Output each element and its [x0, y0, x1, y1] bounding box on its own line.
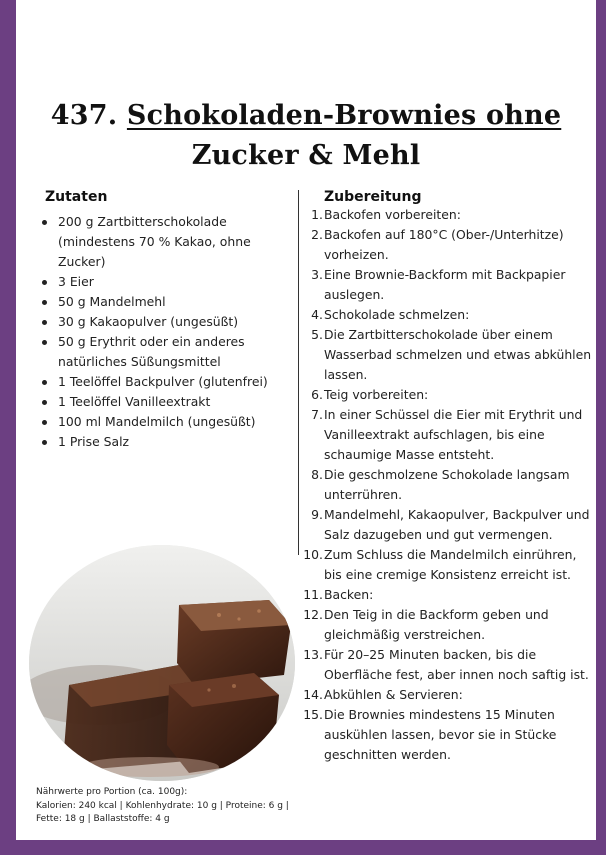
- preparation-steps: [303, 205, 593, 765]
- ingredient-item: 1 Prise Salz: [38, 432, 288, 452]
- step-text: In einer Schüssel die Eier mit Erythrit und Vanilleextrakt aufschlagen, bis eine schaumige Masse entsteht.: [324, 407, 583, 462]
- step-text: Den Teig in die Backform geben und gleichmäßig verstreichen.: [324, 607, 549, 642]
- preparation-step: [303, 205, 593, 225]
- step-text: Die Brownies mindestens 15 Minuten auskühlen lassen, bevor sie in Stücke geschnitten werden.: [324, 707, 557, 762]
- step-number: 6.: [311, 387, 323, 402]
- preparation-step: [303, 265, 593, 305]
- title-line-1: [16, 96, 596, 136]
- ingredient-item: 3 Eier: [38, 272, 288, 292]
- step-text: Backen:: [324, 587, 374, 602]
- step-text: Backofen vorbereiten:: [324, 207, 461, 222]
- brownie-photo: [29, 545, 295, 781]
- title-line-2: Zucker & Mehl: [191, 140, 421, 171]
- nutrition-label: Nährwerte pro Portion (ca. 100g):: [36, 787, 188, 797]
- ingredients-heading: Zutaten: [45, 189, 108, 205]
- ingredient-item: 100 ml Mandelmilch (ungesüßt): [38, 412, 288, 432]
- ingredient-item: 50 g Mandelmehl: [38, 292, 288, 312]
- step-number: 13.: [303, 647, 323, 662]
- step-number: 1.: [311, 207, 323, 222]
- preparation-step: [303, 405, 593, 465]
- ingredients-list: [38, 212, 288, 452]
- preparation-step: [303, 605, 593, 645]
- nutrition-values: Kalorien: 240 kcal | Kohlenhydrate: 10 g | Proteine: 6 g | Fette: 18 g | Ballaststoffe: 4 g: [36, 800, 289, 824]
- recipe-title: [16, 96, 596, 176]
- preparation-step: [303, 545, 593, 585]
- column-divider: [298, 190, 299, 555]
- preparation-step: [303, 705, 593, 765]
- step-text: Abkühlen & Servieren:: [324, 687, 463, 702]
- preparation-step: [303, 385, 593, 405]
- step-number: 3.: [311, 267, 323, 282]
- preparation-step: [303, 225, 593, 265]
- preparation-heading: Zubereitung: [324, 189, 422, 205]
- preparation-step: [303, 585, 593, 605]
- step-text: Teig vorbereiten:: [324, 387, 429, 402]
- preparation-step: [303, 325, 593, 385]
- step-number: 12.: [303, 607, 323, 622]
- recipe-page: [16, 0, 596, 840]
- step-text: Eine Brownie-Backform mit Backpapier auslegen.: [324, 267, 566, 302]
- step-text: Schokolade schmelzen:: [324, 307, 470, 322]
- step-number: 15.: [303, 707, 323, 722]
- step-number: 11.: [303, 587, 323, 602]
- ingredient-item: 30 g Kakaopulver (ungesüßt): [38, 312, 288, 332]
- step-number: 7.: [311, 407, 323, 422]
- recipe-number: 437.: [50, 100, 118, 131]
- step-number: 9.: [311, 507, 323, 522]
- step-text: Zum Schluss die Mandelmilch einrühren, bis eine cremige Konsistenz erreicht ist.: [324, 547, 577, 582]
- step-text: Für 20–25 Minuten backen, bis die Oberfläche fest, aber innen noch saftig ist.: [324, 647, 589, 682]
- preparation-step: [303, 645, 593, 685]
- nutrition-info: [36, 786, 291, 827]
- preparation-step: [303, 505, 593, 545]
- step-text: Die geschmolzene Schokolade langsam unterrühren.: [324, 467, 570, 502]
- step-number: 2.: [311, 227, 323, 242]
- ingredient-item: 1 Teelöffel Backpulver (glutenfrei): [38, 372, 288, 392]
- step-number: 8.: [311, 467, 323, 482]
- step-text: Mandelmehl, Kakaopulver, Backpulver und Salz dazugeben und gut vermengen.: [324, 507, 590, 542]
- preparation-step: [303, 465, 593, 505]
- brownie-illustration: [29, 545, 295, 781]
- step-text: Backofen auf 180°C (Ober-/Unterhitze) vorheizen.: [324, 227, 564, 262]
- step-number: 4.: [311, 307, 323, 322]
- ingredient-item: 50 g Erythrit oder ein anderes natürliches Süßungsmittel: [38, 332, 288, 372]
- step-number: 5.: [311, 327, 323, 342]
- step-number: 14.: [303, 687, 323, 702]
- preparation-step: [303, 305, 593, 325]
- title-text-line-1: Schokoladen-Brownies ohne: [126, 100, 562, 131]
- step-number: 10.: [303, 547, 323, 562]
- ingredient-item: 1 Teelöffel Vanilleextrakt: [38, 392, 288, 412]
- step-text: Die Zartbitterschokolade über einem Wasserbad schmelzen und etwas abkühlen lassen.: [324, 327, 592, 382]
- preparation-step: [303, 685, 593, 705]
- ingredient-item: 200 g Zartbitterschokolade (mindestens 70 % Kakao, ohne Zucker): [38, 212, 288, 272]
